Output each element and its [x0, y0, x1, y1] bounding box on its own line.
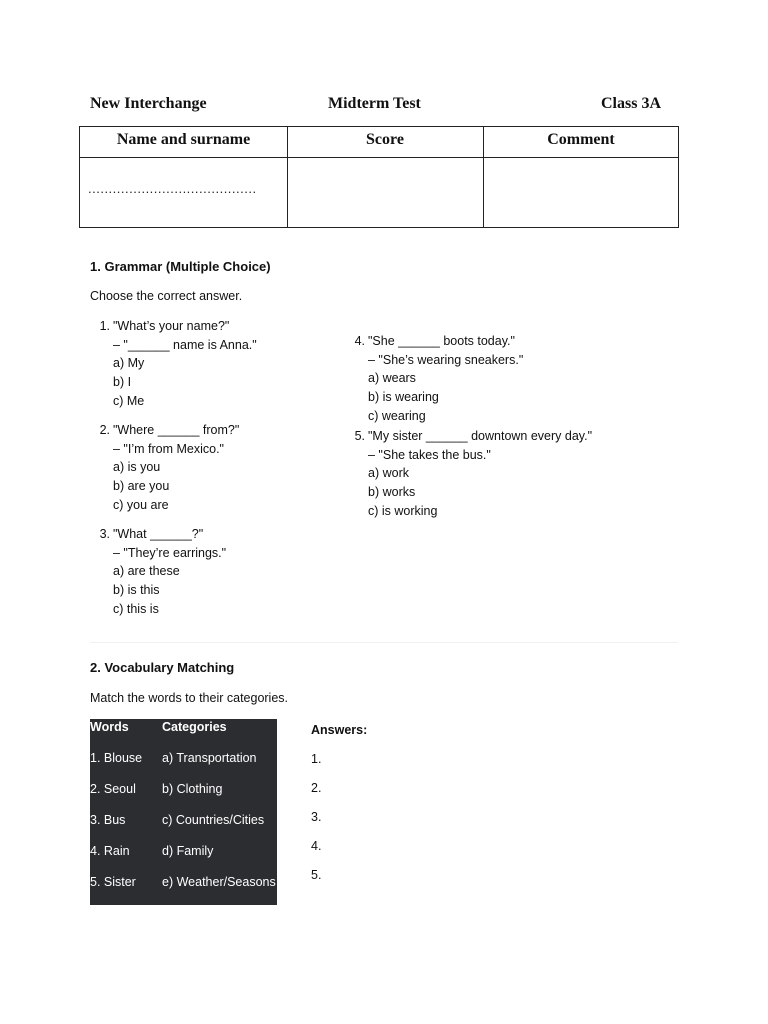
question-prompt: "My sister ______ downtown every day.": [368, 429, 593, 443]
answer-option[interactable]: a) wears: [368, 371, 416, 386]
answer-option[interactable]: b) is this: [113, 583, 160, 598]
table-divider: [80, 157, 678, 158]
section-divider: [90, 642, 678, 643]
question-prompt: "What’s your name?": [113, 319, 230, 333]
answer-line[interactable]: 4.: [311, 839, 322, 853]
category-cell: a) Transportation: [162, 751, 257, 765]
answer-option[interactable]: c) Me: [113, 393, 145, 408]
question-number: 2.: [99, 423, 110, 437]
word-cell: 3. Bus: [90, 813, 126, 827]
answer-option[interactable]: a) My: [113, 356, 145, 371]
answer-option[interactable]: a) is you: [113, 460, 161, 475]
word-cell: 1. Blouse: [90, 751, 143, 765]
question-response: – "I’m from Mexico.": [113, 441, 224, 456]
answer-option[interactable]: a) work: [368, 466, 409, 481]
grammar-instruction: Choose the correct answer.: [90, 289, 243, 303]
comment-column-header: Comment: [547, 131, 615, 148]
question-response: – "They’re earrings.": [113, 545, 227, 560]
answer-line[interactable]: 3.: [311, 810, 322, 824]
answer-option[interactable]: b) are you: [113, 479, 170, 494]
words-column-header: Words: [90, 720, 129, 734]
question-prompt: "What ______?": [113, 527, 204, 541]
question-response: – "She takes the bus.": [368, 447, 491, 462]
answer-line[interactable]: 5.: [311, 868, 322, 882]
answer-line[interactable]: 2.: [311, 781, 322, 795]
answer-option[interactable]: b) is wearing: [368, 390, 439, 405]
question-prompt: "She ______ boots today.": [368, 334, 515, 348]
answer-line[interactable]: 1.: [311, 752, 322, 766]
answer-option[interactable]: a) are these: [113, 564, 180, 579]
answer-option[interactable]: c) you are: [113, 497, 169, 512]
vocabulary-section-title: 2. Vocabulary Matching: [90, 660, 235, 675]
answers-title: Answers:: [311, 723, 368, 737]
course-title: New Interchange: [90, 95, 207, 112]
answer-option[interactable]: c) wearing: [368, 408, 426, 423]
answer-option[interactable]: c) this is: [113, 601, 159, 616]
category-cell: e) Weather/Seasons: [162, 875, 276, 889]
name-column-header: Name and surname: [116, 131, 251, 148]
class-label: Class 3A: [601, 95, 662, 112]
test-title: Midterm Test: [328, 95, 421, 112]
answer-option[interactable]: b) works: [368, 485, 416, 500]
word-cell: 2. Seoul: [90, 782, 136, 796]
answer-option[interactable]: b) I: [113, 375, 132, 390]
question-prompt: "Where ______ from?": [113, 423, 240, 437]
student-info-table: [79, 126, 679, 228]
score-column-header: Score: [366, 131, 404, 148]
answer-option[interactable]: c) is working: [368, 503, 438, 518]
category-cell: d) Family: [162, 844, 214, 858]
question-number: 4.: [354, 334, 365, 348]
grammar-section-title: 1. Grammar (Multiple Choice): [90, 259, 271, 274]
question-response: – "______ name is Anna.": [113, 337, 257, 352]
vocabulary-instruction: Match the words to their categories.: [90, 691, 289, 705]
category-cell: c) Countries/Cities: [162, 813, 265, 827]
word-cell: 5. Sister: [90, 875, 136, 889]
vocabulary-table: [90, 719, 277, 905]
question-number: 5.: [354, 429, 365, 443]
word-cell: 4. Rain: [90, 844, 130, 858]
categories-column-header: Categories: [162, 720, 227, 734]
name-field[interactable]: .........................................: [88, 181, 257, 196]
question-number: 3.: [99, 527, 110, 541]
question-response: – "She’s wearing sneakers.": [368, 352, 524, 367]
question-number: 1.: [99, 319, 110, 333]
category-cell: b) Clothing: [162, 782, 223, 796]
